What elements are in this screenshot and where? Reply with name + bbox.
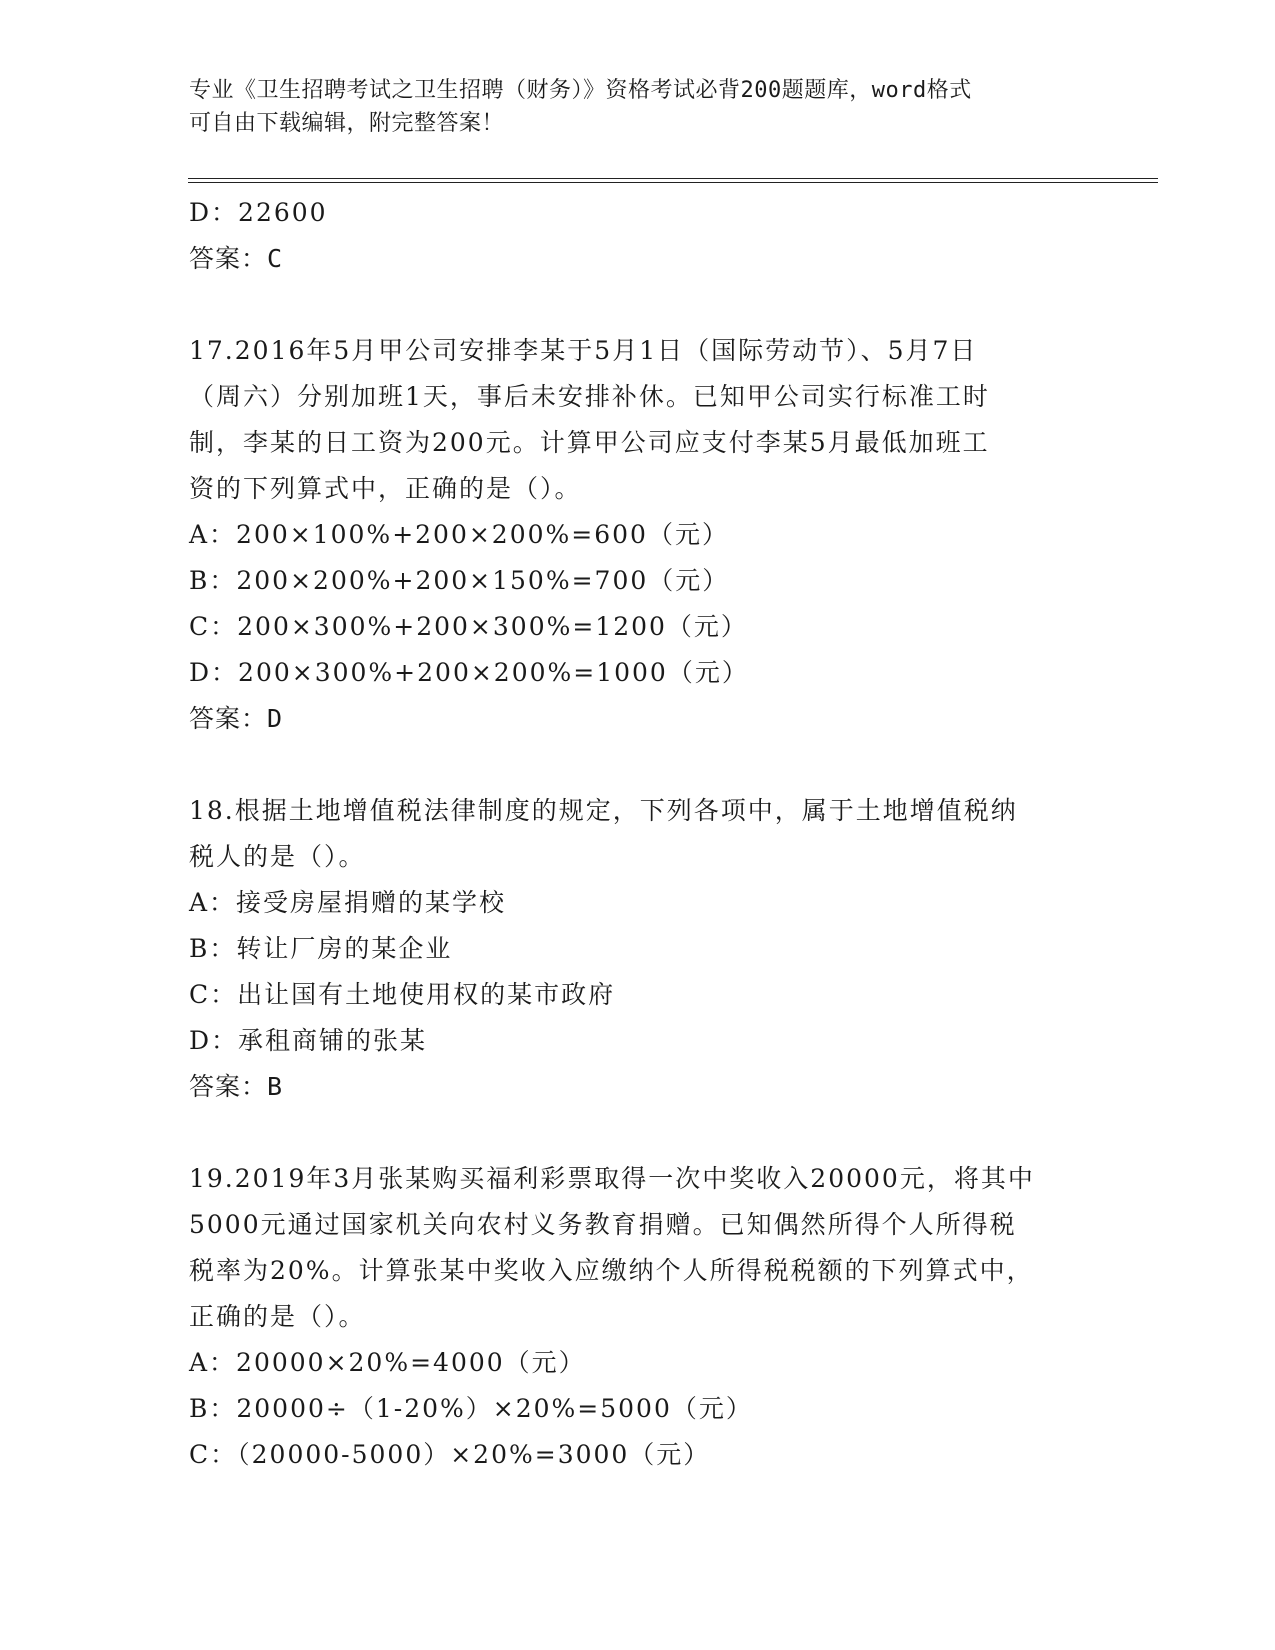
- question-stem-line: 制，李某的日工资为200元。计算甲公司应支付李某5月最低加班工: [189, 428, 990, 457]
- question-stem-line: 19.2019年3月张某购买福利彩票取得一次中奖收入20000元，将其中: [189, 1164, 1035, 1193]
- option-d: D：承租商铺的张某: [189, 1026, 428, 1055]
- option-c: C：（20000-5000）×20%=3000（元）: [189, 1440, 711, 1469]
- answer-line: 答案：B: [189, 1072, 284, 1101]
- spacer: [189, 742, 1089, 788]
- document-header: [189, 74, 1089, 140]
- option-a: A：200×100%+200×200%=600（元）: [189, 520, 729, 549]
- spacer: [189, 1110, 1089, 1156]
- question-stem-line: 正确的是（）。: [189, 1302, 366, 1331]
- question-stem-line: 5000元通过国家机关向农村义务教育捐赠。已知偶然所得个人所得税: [189, 1210, 1017, 1239]
- option-b: B：转让厂房的某企业: [189, 934, 453, 963]
- question-stem-line: 18.根据土地增值税法律制度的规定，下列各项中，属于土地增值税纳: [189, 796, 1018, 825]
- spacer: [189, 282, 1089, 328]
- question-17: [189, 328, 1089, 742]
- question-stem-line: 17.2016年5月甲公司安排李某于5月1日（国际劳动节）、5月7日: [189, 336, 978, 365]
- option-b: B：20000÷（1-20%）×20%=5000（元）: [189, 1394, 753, 1423]
- question-19: [189, 1156, 1089, 1478]
- option-d: D：22600: [189, 198, 328, 227]
- document-body: [189, 190, 1089, 1478]
- header-divider-top: [188, 178, 1158, 179]
- question-stem-line: 资的下列算式中，正确的是（）。: [189, 474, 582, 503]
- answer-line: 答案：D: [189, 704, 284, 733]
- question-18: [189, 788, 1089, 1110]
- option-d: D：200×300%+200×200%=1000（元）: [189, 658, 749, 687]
- header-title-line-2: 可自由下载编辑，附完整答案！: [189, 111, 505, 136]
- question-stem-line: 税率为20%。计算张某中奖收入应缴纳个人所得税税额的下列算式中，: [189, 1256, 1034, 1285]
- option-c: C：200×300%+200×300%=1200（元）: [189, 612, 748, 641]
- prev-question-tail: [189, 190, 1089, 282]
- option-b: B：200×200%+200×150%=700（元）: [189, 566, 730, 595]
- header-divider-bottom: [188, 182, 1158, 183]
- question-stem-line: （周六）分别加班1天，事后未安排补休。已知甲公司实行标准工时: [189, 382, 990, 411]
- question-stem-line: 税人的是（）。: [189, 842, 366, 871]
- header-title-line-1: 专业《卫生招聘考试之卫生招聘（财务）》资格考试必背200题题库，word格式: [189, 78, 972, 103]
- answer-line: 答案：C: [189, 244, 284, 273]
- option-a: A：20000×20%=4000（元）: [189, 1348, 586, 1377]
- option-a: A：接受房屋捐赠的某学校: [189, 888, 507, 917]
- option-c: C：出让国有土地使用权的某市政府: [189, 980, 616, 1009]
